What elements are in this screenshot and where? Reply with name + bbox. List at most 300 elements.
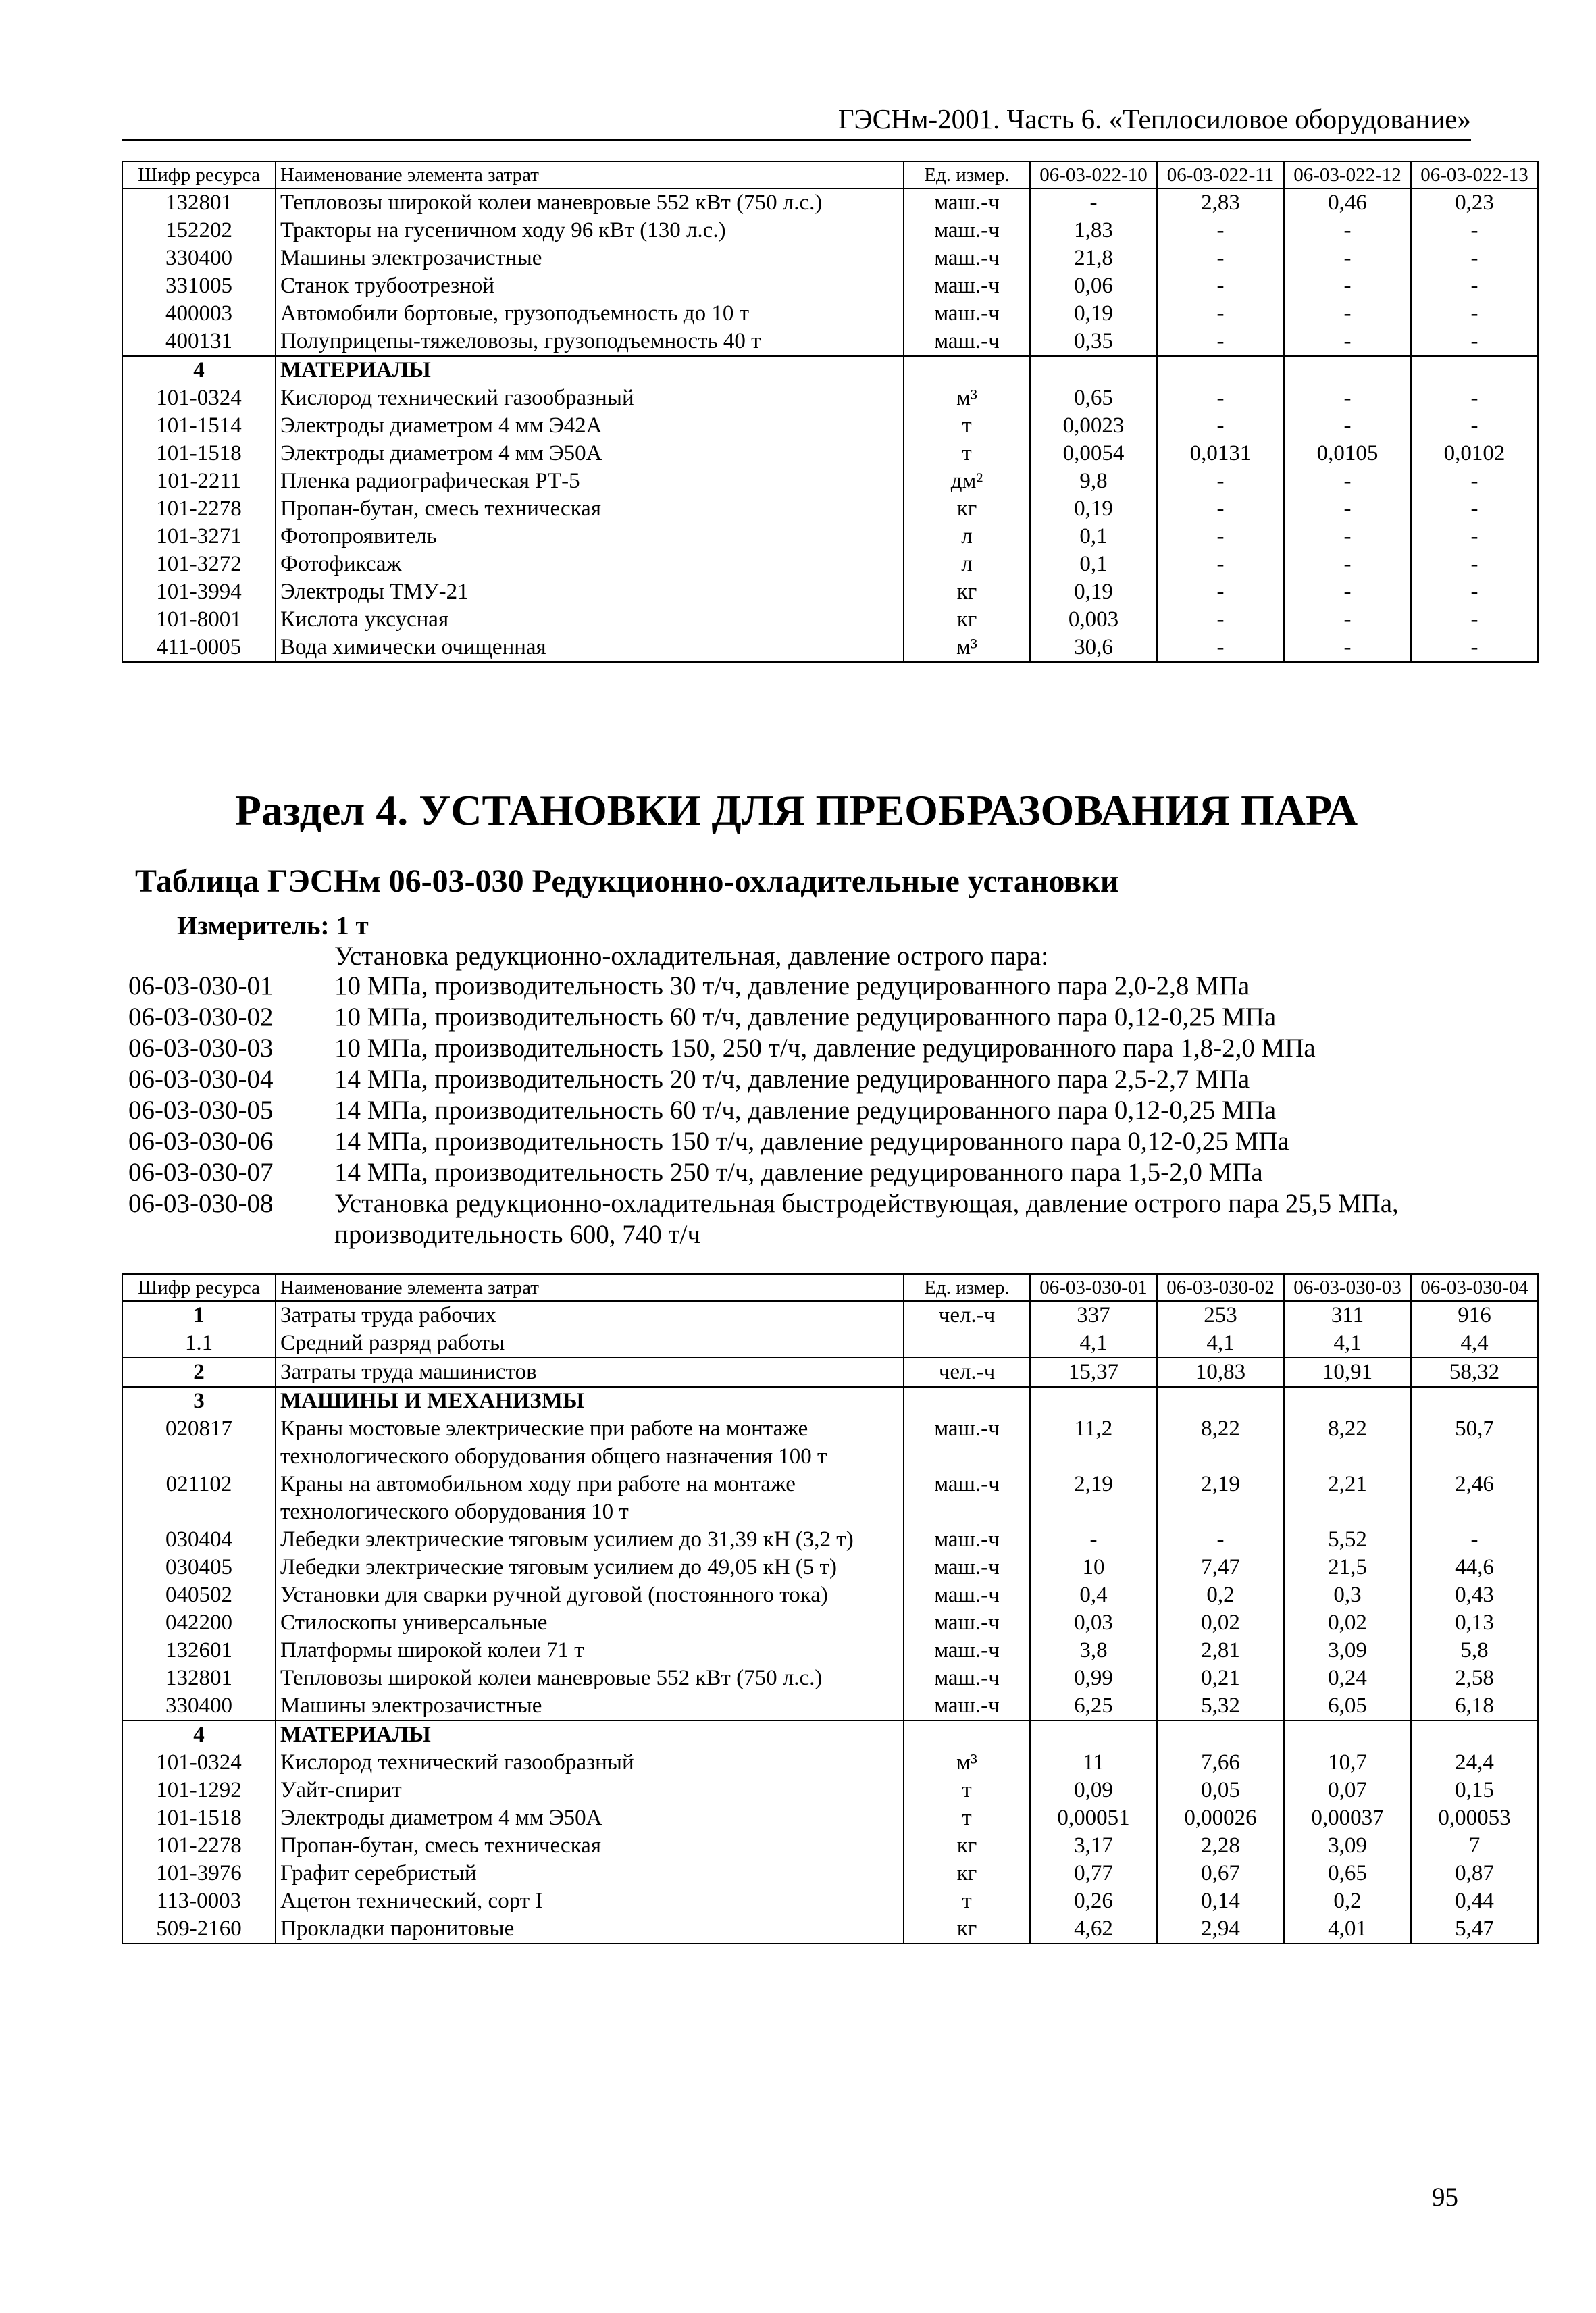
value-cell: - — [1284, 551, 1411, 578]
table-row — [122, 495, 1538, 523]
unit-cell: маш.-ч — [904, 188, 1030, 217]
value-cell: - — [1157, 578, 1284, 606]
unit-cell: маш.-ч — [904, 1581, 1030, 1609]
value-cell: 0,19 — [1030, 578, 1157, 606]
variant-text: 10 МПа, производительность 150, 250 т/ч, давление редуцированного пара 1,8-2,0 МПа — [334, 1034, 1316, 1063]
table-row — [122, 1554, 1538, 1581]
resource-code: 330400 — [122, 1692, 276, 1721]
value-cell: - — [1157, 300, 1284, 328]
cost-element-name: МАТЕРИАЛЫ — [276, 1721, 904, 1749]
value-cell: 5,32 — [1157, 1692, 1284, 1721]
table-row — [122, 1887, 1538, 1915]
resource-code: 113-0003 — [122, 1887, 276, 1915]
section-title: Раздел 4. УСТАНОВКИ ДЛЯ ПРЕОБРАЗОВАНИЯ ПАРА — [234, 786, 1358, 834]
table-row — [122, 1860, 1538, 1887]
unit-cell: т — [904, 412, 1030, 440]
unit-cell: кг — [904, 578, 1030, 606]
value-cell: 0,09 — [1030, 1777, 1157, 1804]
value-cell: 0,0105 — [1284, 440, 1411, 467]
unit-cell: дм² — [904, 467, 1030, 495]
table-row — [122, 1471, 1538, 1526]
value-cell: 253 — [1157, 1301, 1284, 1329]
unit-cell: маш.-ч — [904, 1415, 1030, 1471]
value-cell: 6,05 — [1284, 1692, 1411, 1721]
value-cell: - — [1157, 245, 1284, 272]
resource-code: 132801 — [122, 188, 276, 217]
resource-code: 101-2278 — [122, 495, 276, 523]
value-cell: 8,22 — [1284, 1415, 1411, 1471]
resource-code: 101-3976 — [122, 1860, 276, 1887]
value-cell: - — [1157, 495, 1284, 523]
cost-element-name: Электроды ТМУ-21 — [276, 578, 904, 606]
value-cell: - — [1284, 523, 1411, 551]
value-cell: 0,00053 — [1411, 1804, 1538, 1832]
value-cell: 8,22 — [1157, 1415, 1284, 1471]
header-col: 06-03-022-11 — [1157, 161, 1284, 188]
value-cell: - — [1284, 467, 1411, 495]
value-cell: 21,8 — [1030, 245, 1157, 272]
value-cell: 0,07 — [1284, 1777, 1411, 1804]
resource-code: 400003 — [122, 300, 276, 328]
cost-element-name: Кислота уксусная — [276, 606, 904, 634]
table-row — [122, 328, 1538, 356]
value-cell: 6,25 — [1030, 1692, 1157, 1721]
table-row — [122, 217, 1538, 245]
value-cell: 337 — [1030, 1301, 1157, 1329]
cost-element-name: Тепловозы широкой колеи маневровые 552 кВт (750 л.с.) — [276, 188, 904, 217]
value-cell: 3,8 — [1030, 1637, 1157, 1664]
value-cell — [1157, 1387, 1284, 1415]
value-cell — [1157, 356, 1284, 384]
cost-element-name: Уайт-спирит — [276, 1777, 904, 1804]
measure-unit: Измеритель: 1 т — [177, 911, 369, 940]
value-cell: 5,52 — [1284, 1526, 1411, 1554]
value-cell: 44,6 — [1411, 1554, 1538, 1581]
resource-code: 509-2160 — [122, 1915, 276, 1943]
value-cell: 2,94 — [1157, 1915, 1284, 1943]
value-cell: 7 — [1411, 1832, 1538, 1860]
variant-list — [128, 971, 1476, 1250]
resource-code: 3 — [122, 1387, 276, 1415]
value-cell: - — [1411, 606, 1538, 634]
value-cell: - — [1284, 300, 1411, 328]
value-cell: 10,83 — [1157, 1358, 1284, 1387]
value-cell — [1411, 1721, 1538, 1749]
value-cell: 0,0102 — [1411, 440, 1538, 467]
resource-table-1 — [122, 161, 1539, 663]
resource-code: 1.1 — [122, 1329, 276, 1358]
unit-cell: маш.-ч — [904, 1554, 1030, 1581]
header-col: 06-03-030-04 — [1411, 1274, 1538, 1301]
header-col: 06-03-030-02 — [1157, 1274, 1284, 1301]
value-cell: 0,1 — [1030, 523, 1157, 551]
value-cell: 0,19 — [1030, 495, 1157, 523]
value-cell: - — [1284, 245, 1411, 272]
unit-cell: кг — [904, 606, 1030, 634]
value-cell: - — [1157, 384, 1284, 412]
cost-element-name: Прокладки паронитовые — [276, 1915, 904, 1943]
unit-cell — [904, 1329, 1030, 1358]
value-cell: - — [1157, 467, 1284, 495]
value-cell: - — [1411, 245, 1538, 272]
value-cell: 7,47 — [1157, 1554, 1284, 1581]
value-cell: - — [1411, 467, 1538, 495]
cost-element-name: Лебедки электрические тяговым усилием до 49,05 кН (5 т) — [276, 1554, 904, 1581]
header-name: Наименование элемента затрат — [276, 1274, 904, 1301]
value-cell: 0,00051 — [1030, 1804, 1157, 1832]
value-cell: - — [1284, 578, 1411, 606]
cost-element-name: МАТЕРИАЛЫ — [276, 356, 904, 384]
value-cell: 2,19 — [1157, 1471, 1284, 1526]
header-unit: Ед. измер. — [904, 1274, 1030, 1301]
cost-element-name: Пропан-бутан, смесь техническая — [276, 1832, 904, 1860]
value-cell: 0,87 — [1411, 1860, 1538, 1887]
table-row — [122, 634, 1538, 662]
value-cell: - — [1411, 634, 1538, 662]
value-cell — [1284, 356, 1411, 384]
value-cell: 4,1 — [1030, 1329, 1157, 1358]
value-cell: - — [1411, 495, 1538, 523]
table-row — [122, 1777, 1538, 1804]
value-cell: 0,35 — [1030, 328, 1157, 356]
unit-cell: маш.-ч — [904, 217, 1030, 245]
value-cell: - — [1411, 412, 1538, 440]
header-col: 06-03-030-03 — [1284, 1274, 1411, 1301]
value-cell: 3,09 — [1284, 1832, 1411, 1860]
value-cell: - — [1157, 272, 1284, 300]
value-cell: 7,66 — [1157, 1749, 1284, 1777]
cost-element-name: Полуприцепы-тяжеловозы, грузоподъемность 40 т — [276, 328, 904, 356]
table-row — [122, 551, 1538, 578]
value-cell: 15,37 — [1030, 1358, 1157, 1387]
value-cell: 0,14 — [1157, 1887, 1284, 1915]
cost-element-name: Средний разряд работы — [276, 1329, 904, 1358]
value-cell: 0,46 — [1284, 188, 1411, 217]
unit-cell: маш.-ч — [904, 1526, 1030, 1554]
table-row — [122, 1387, 1538, 1415]
value-cell: - — [1284, 634, 1411, 662]
cost-element-name: Кислород технический газообразный — [276, 384, 904, 412]
unit-cell: л — [904, 551, 1030, 578]
unit-cell: маш.-ч — [904, 300, 1030, 328]
value-cell: - — [1030, 188, 1157, 217]
table-row — [122, 1832, 1538, 1860]
value-cell: 3,17 — [1030, 1832, 1157, 1860]
table-row — [122, 1526, 1538, 1554]
table-row — [122, 1358, 1538, 1387]
value-cell: 0,65 — [1284, 1860, 1411, 1887]
table-row — [122, 1609, 1538, 1637]
value-cell: 4,62 — [1030, 1915, 1157, 1943]
variant-text: Установка редукционно-охладительная быстродействующая, давление острого пара 25,5 МПа, производительность 600, 740 т/ч — [334, 1189, 1399, 1249]
value-cell: 0,2 — [1284, 1887, 1411, 1915]
value-cell: 24,4 — [1411, 1749, 1538, 1777]
resource-code: 101-3272 — [122, 551, 276, 578]
value-cell: 2,19 — [1030, 1471, 1157, 1526]
variant-item — [128, 1095, 1476, 1126]
value-cell — [1030, 1721, 1157, 1749]
unit-cell: маш.-ч — [904, 1471, 1030, 1526]
resource-code: 4 — [122, 1721, 276, 1749]
value-cell: - — [1411, 384, 1538, 412]
header-unit: Ед. измер. — [904, 161, 1030, 188]
unit-cell: кг — [904, 1860, 1030, 1887]
resource-code: 101-1292 — [122, 1777, 276, 1804]
value-cell: 0,3 — [1284, 1581, 1411, 1609]
variant-text: 10 МПа, производительность 30 т/ч, давление редуцированного пара 2,0-2,8 МПа — [334, 971, 1250, 1000]
value-cell: 2,28 — [1157, 1832, 1284, 1860]
value-cell: 0,0054 — [1030, 440, 1157, 467]
value-cell: 3,09 — [1284, 1637, 1411, 1664]
cost-element-name: Установки для сварки ручной дуговой (постоянного тока) — [276, 1581, 904, 1609]
cost-element-name: Затраты труда машинистов — [276, 1358, 904, 1387]
value-cell: 0,67 — [1157, 1860, 1284, 1887]
resource-code: 020817 — [122, 1415, 276, 1471]
table-row — [122, 300, 1538, 328]
resource-code: 2 — [122, 1358, 276, 1387]
variant-text: 14 МПа, производительность 150 т/ч, давление редуцированного пара 0,12-0,25 МПа — [334, 1127, 1289, 1156]
resource-code: 101-1514 — [122, 412, 276, 440]
variant-code: 06-03-030-02 — [128, 1002, 274, 1032]
resource-code: 101-1518 — [122, 440, 276, 467]
value-cell: 10,7 — [1284, 1749, 1411, 1777]
value-cell: 30,6 — [1030, 634, 1157, 662]
unit-cell: чел.-ч — [904, 1358, 1030, 1387]
table-row — [122, 523, 1538, 551]
value-cell: - — [1157, 551, 1284, 578]
value-cell: 11,2 — [1030, 1415, 1157, 1471]
unit-cell: т — [904, 1777, 1030, 1804]
cost-element-name: Электроды диаметром 4 мм Э50А — [276, 440, 904, 467]
resource-code: 1 — [122, 1301, 276, 1329]
value-cell: - — [1157, 217, 1284, 245]
variant-code: 06-03-030-05 — [128, 1096, 274, 1125]
value-cell: - — [1411, 217, 1538, 245]
value-cell: 0,003 — [1030, 606, 1157, 634]
unit-cell: маш.-ч — [904, 272, 1030, 300]
page-number: 95 — [1432, 2183, 1458, 2212]
variants-intro: Установка редукционно-охладительная, давление острого пара: — [334, 942, 1049, 971]
table2-body — [122, 1301, 1538, 1943]
value-cell: 311 — [1284, 1301, 1411, 1329]
table-row — [122, 606, 1538, 634]
value-cell: 2,21 — [1284, 1471, 1411, 1526]
value-cell: 4,4 — [1411, 1329, 1538, 1358]
cost-element-name: Автомобили бортовые, грузоподъемность до 10 т — [276, 300, 904, 328]
value-cell: 11 — [1030, 1749, 1157, 1777]
value-cell: 5,47 — [1411, 1915, 1538, 1943]
value-cell: - — [1411, 551, 1538, 578]
table-row — [122, 1915, 1538, 1943]
table-row — [122, 272, 1538, 300]
cost-element-name: Электроды диаметром 4 мм Э50А — [276, 1804, 904, 1832]
value-cell: - — [1411, 272, 1538, 300]
table-row — [122, 1664, 1538, 1692]
unit-cell: кг — [904, 1832, 1030, 1860]
value-cell: 4,01 — [1284, 1915, 1411, 1943]
table-row — [122, 384, 1538, 412]
value-cell: - — [1030, 1526, 1157, 1554]
cost-element-name: Графит серебристый — [276, 1860, 904, 1887]
table-row — [122, 578, 1538, 606]
cost-element-name: Пропан-бутан, смесь техническая — [276, 495, 904, 523]
cost-element-name: Ацетон технический, сорт I — [276, 1887, 904, 1915]
value-cell: 0,05 — [1157, 1777, 1284, 1804]
value-cell: - — [1157, 412, 1284, 440]
value-cell: 58,32 — [1411, 1358, 1538, 1387]
table-row — [122, 1749, 1538, 1777]
value-cell: 2,46 — [1411, 1471, 1538, 1526]
table-row — [122, 1721, 1538, 1749]
table-row — [122, 1804, 1538, 1832]
resource-code: 030405 — [122, 1554, 276, 1581]
variant-code: 06-03-030-06 — [128, 1127, 274, 1156]
value-cell: 0,00037 — [1284, 1804, 1411, 1832]
value-cell: 2,83 — [1157, 188, 1284, 217]
value-cell: 0,65 — [1030, 384, 1157, 412]
resource-code: 152202 — [122, 217, 276, 245]
header-code: Шифр ресурса — [122, 161, 276, 188]
value-cell: 10,91 — [1284, 1358, 1411, 1387]
variant-code: 06-03-030-01 — [128, 971, 274, 1000]
value-cell: 0,15 — [1411, 1777, 1538, 1804]
unit-cell: маш.-ч — [904, 1664, 1030, 1692]
unit-cell — [904, 1387, 1030, 1415]
resource-code: 101-0324 — [122, 1749, 276, 1777]
variant-item — [128, 1033, 1476, 1064]
value-cell: - — [1157, 1526, 1284, 1554]
unit-cell: т — [904, 440, 1030, 467]
value-cell: 0,4 — [1030, 1581, 1157, 1609]
cost-element-name: Стилоскопы универсальные — [276, 1609, 904, 1637]
resource-code: 101-3994 — [122, 578, 276, 606]
variant-item — [128, 1126, 1476, 1157]
value-cell: - — [1284, 328, 1411, 356]
resource-code: 101-0324 — [122, 384, 276, 412]
resource-code: 132801 — [122, 1664, 276, 1692]
variant-item — [128, 971, 1476, 1002]
unit-cell: кг — [904, 495, 1030, 523]
header-name: Наименование элемента затрат — [276, 161, 904, 188]
value-cell: - — [1284, 412, 1411, 440]
value-cell: - — [1411, 523, 1538, 551]
resource-code: 330400 — [122, 245, 276, 272]
resource-code: 042200 — [122, 1609, 276, 1637]
value-cell: 0,2 — [1157, 1581, 1284, 1609]
cost-element-name: Краны на автомобильном ходу при работе на монтаже технологического оборудования 10 т — [276, 1471, 904, 1526]
unit-cell: маш.-ч — [904, 1692, 1030, 1721]
value-cell: 0,0023 — [1030, 412, 1157, 440]
value-cell: 0,1 — [1030, 551, 1157, 578]
variant-code: 06-03-030-04 — [128, 1065, 274, 1094]
unit-cell: м³ — [904, 1749, 1030, 1777]
resource-code: 101-8001 — [122, 606, 276, 634]
value-cell: - — [1411, 1526, 1538, 1554]
unit-cell: маш.-ч — [904, 328, 1030, 356]
value-cell — [1284, 1387, 1411, 1415]
unit-cell: маш.-ч — [904, 1637, 1030, 1664]
cost-element-name: Фотофиксаж — [276, 551, 904, 578]
value-cell — [1030, 1387, 1157, 1415]
table-row — [122, 412, 1538, 440]
value-cell: 0,44 — [1411, 1887, 1538, 1915]
resource-table-2 — [122, 1273, 1539, 1944]
value-cell: 10 — [1030, 1554, 1157, 1581]
cost-element-name: Кислород технический газообразный — [276, 1749, 904, 1777]
table-row — [122, 1692, 1538, 1721]
value-cell: 50,7 — [1411, 1415, 1538, 1471]
value-cell: 916 — [1411, 1301, 1538, 1329]
table-row — [122, 188, 1538, 217]
value-cell: 21,5 — [1284, 1554, 1411, 1581]
unit-cell: чел.-ч — [904, 1301, 1030, 1329]
variant-code: 06-03-030-08 — [128, 1189, 274, 1218]
header-col: 06-03-030-01 — [1030, 1274, 1157, 1301]
resource-code: 101-1518 — [122, 1804, 276, 1832]
variant-item — [128, 1157, 1476, 1188]
unit-cell — [904, 1721, 1030, 1749]
variant-text: 14 МПа, производительность 60 т/ч, давление редуцированного пара 0,12-0,25 МПа — [334, 1096, 1277, 1125]
unit-cell: м³ — [904, 634, 1030, 662]
running-header: ГЭСНм-2001. Часть 6. «Теплосиловое оборудование» — [122, 101, 1471, 141]
resource-code: 101-2278 — [122, 1832, 276, 1860]
value-cell: 6,18 — [1411, 1692, 1538, 1721]
value-cell — [1157, 1721, 1284, 1749]
header-col: 06-03-022-12 — [1284, 161, 1411, 188]
header-code: Шифр ресурса — [122, 1274, 276, 1301]
unit-cell: т — [904, 1887, 1030, 1915]
resource-code: 030404 — [122, 1526, 276, 1554]
table1-body — [122, 188, 1538, 662]
value-cell: 4,1 — [1284, 1329, 1411, 1358]
table-row — [122, 467, 1538, 495]
unit-cell — [904, 356, 1030, 384]
cost-element-name: Машины электрозачистные — [276, 1692, 904, 1721]
value-cell: 0,43 — [1411, 1581, 1538, 1609]
value-cell: - — [1284, 217, 1411, 245]
variant-text: 14 МПа, производительность 20 т/ч, давление редуцированного пара 2,5-2,7 МПа — [334, 1065, 1250, 1094]
value-cell: 0,0131 — [1157, 440, 1284, 467]
value-cell: - — [1284, 495, 1411, 523]
value-cell — [1030, 356, 1157, 384]
resource-code: 021102 — [122, 1471, 276, 1526]
unit-cell: маш.-ч — [904, 245, 1030, 272]
cost-element-name: Пленка радиографическая РТ-5 — [276, 467, 904, 495]
value-cell: - — [1411, 578, 1538, 606]
value-cell: - — [1157, 328, 1284, 356]
variant-text: 10 МПа, производительность 60 т/ч, давление редуцированного пара 0,12-0,25 МПа — [334, 1002, 1277, 1032]
header-col: 06-03-022-13 — [1411, 161, 1538, 188]
cost-element-name: Платформы широкой колеи 71 т — [276, 1637, 904, 1664]
value-cell: 5,8 — [1411, 1637, 1538, 1664]
value-cell: - — [1157, 523, 1284, 551]
value-cell: 0,26 — [1030, 1887, 1157, 1915]
cost-element-name: Вода химически очищенная — [276, 634, 904, 662]
resource-code: 411-0005 — [122, 634, 276, 662]
table-row — [122, 1301, 1538, 1329]
value-cell — [1411, 1387, 1538, 1415]
resource-code: 101-3271 — [122, 523, 276, 551]
variant-item — [128, 1188, 1476, 1250]
value-cell: 0,24 — [1284, 1664, 1411, 1692]
value-cell: 0,03 — [1030, 1609, 1157, 1637]
value-cell: 2,58 — [1411, 1664, 1538, 1692]
value-cell: 1,83 — [1030, 217, 1157, 245]
value-cell — [1411, 356, 1538, 384]
value-cell: 0,02 — [1284, 1609, 1411, 1637]
resource-code: 331005 — [122, 272, 276, 300]
resource-code: 4 — [122, 356, 276, 384]
